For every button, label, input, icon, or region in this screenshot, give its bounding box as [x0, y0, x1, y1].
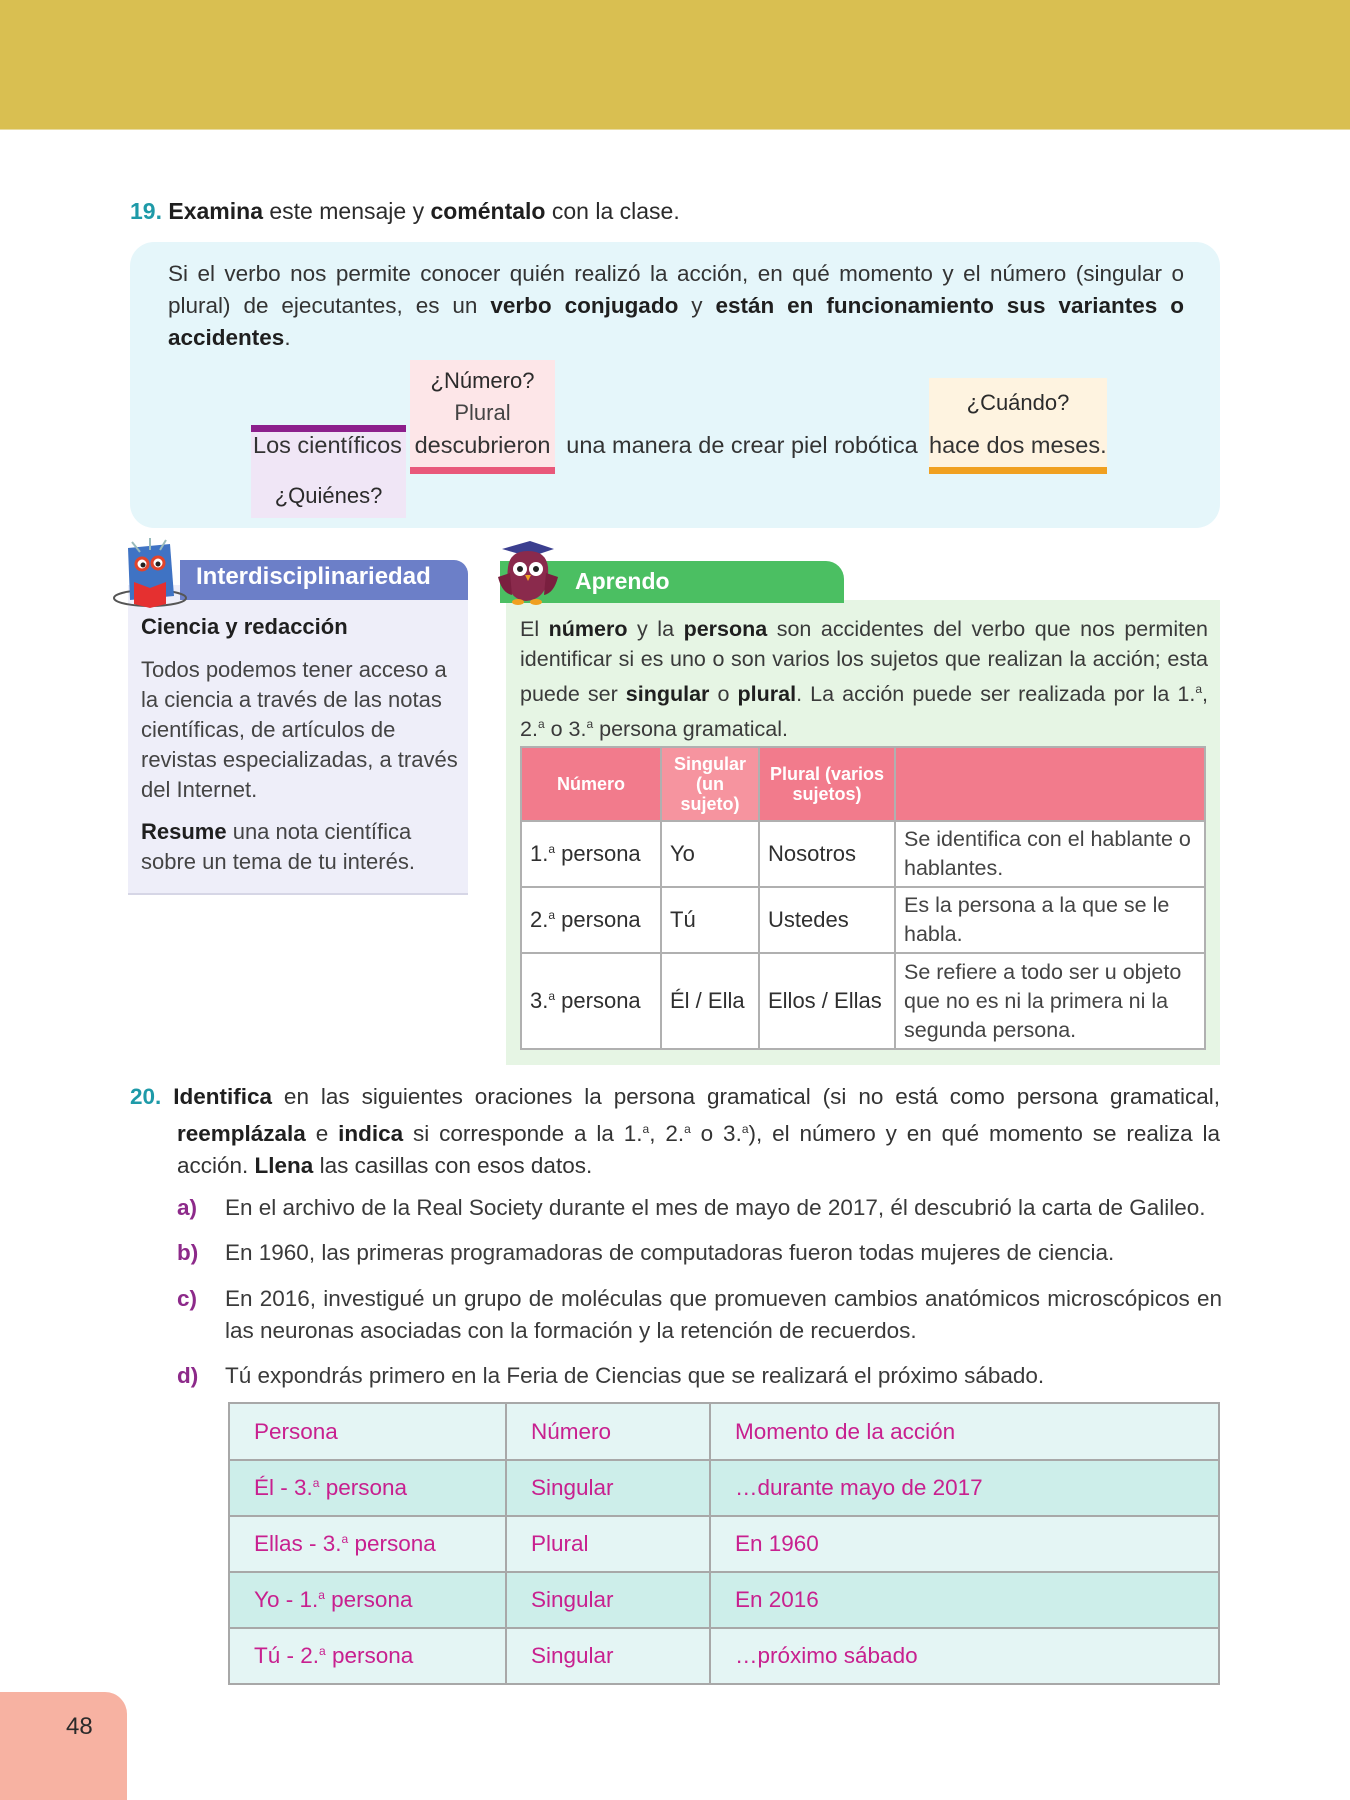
answer-persona[interactable] — [229, 1460, 506, 1516]
answer-header-row — [229, 1403, 1219, 1460]
description-cell: Se refiere a todo ser u objeto que no es ni la primera ni la segunda persona. — [895, 953, 1205, 1049]
example-sentence — [253, 432, 1107, 459]
aprendo-bold: número — [548, 617, 628, 641]
verb-examina: Examina — [168, 198, 263, 224]
persona-text: persona — [325, 1643, 414, 1668]
answer-table — [228, 1402, 1220, 1685]
message-bold: están en funcionamiento sus variantes o accidentes — [168, 293, 1184, 350]
aprendo-part: son accidentes del verbo que nos permiten identificar si es uno o son varios los sujetos que realizan la acción; esta puede ser — [520, 617, 1208, 706]
header-singular: Singular (un sujeto) — [661, 747, 759, 821]
q20-part: las casillas con esos datos. — [313, 1153, 593, 1178]
prompt-text: con la clase. — [545, 198, 680, 224]
message-part: . — [284, 325, 291, 350]
message-bold: verbo conjugado — [490, 293, 679, 318]
sentence-middle: una manera de crear piel robótica — [566, 432, 918, 458]
description-cell: Se identifica con el hablante o hablantes. — [895, 821, 1205, 887]
answer-numero[interactable]: Singular — [506, 1628, 710, 1684]
ordinal-sup: a — [642, 1122, 650, 1136]
question-20-prompt — [130, 1081, 1220, 1182]
interdisciplinariedad-body: Todos podemos tener acceso a la ciencia a través de las notas científicas, de artículos de revistas especializadas, a través del Internet. — [141, 657, 458, 802]
ordinal-sup: a — [548, 908, 556, 922]
question-number: 19. — [130, 198, 162, 224]
q20-part: si corresponde a la 1. — [403, 1121, 643, 1146]
aprendo-title: Aprendo — [575, 568, 670, 594]
answer-row — [229, 1572, 1219, 1628]
q20-bold: reemplázala — [177, 1121, 306, 1146]
message-part: y — [678, 293, 716, 318]
persona-text: persona — [324, 1587, 413, 1612]
header-plural: Plural (varios sujetos) — [759, 747, 895, 821]
item-label: b) — [177, 1240, 199, 1265]
q20-part: ), el número y en qué momento se realiza la acción. — [177, 1121, 1220, 1178]
plural-cell: Nosotros — [759, 821, 895, 887]
answer-persona[interactable] — [229, 1516, 506, 1572]
persona-text: Él - 3. — [254, 1475, 313, 1500]
ordinal-sup: a — [318, 1588, 325, 1602]
verb-comentalo: coméntalo — [430, 198, 546, 224]
ordinal-sup: a — [586, 717, 594, 731]
aprendo-bold: persona — [683, 617, 768, 641]
verb-underline — [410, 467, 555, 474]
item-label: a) — [177, 1195, 198, 1220]
plural-cell: Ellos / Ellas — [759, 953, 895, 1049]
page-number-tab — [0, 1692, 127, 1800]
message-text — [168, 258, 1184, 354]
interdisciplinariedad-subtitle: Ciencia y redacción — [141, 614, 348, 639]
aprendo-text — [520, 614, 1208, 744]
aprendo-bold: singular — [625, 682, 710, 706]
ordinal-sup: a — [548, 989, 556, 1003]
ordinal-sup: a — [1195, 682, 1203, 696]
cuando-question: ¿Cuándo? — [966, 390, 1070, 415]
sentence-subject: Los científicos — [253, 432, 402, 458]
answer-row — [229, 1460, 1219, 1516]
ordinal-sup: a — [684, 1122, 691, 1136]
answer-numero[interactable]: Singular — [506, 1572, 710, 1628]
header-description — [895, 747, 1205, 821]
persona-table — [520, 746, 1206, 1050]
message-part: Si el verbo nos permite conocer quién realizó la acción, en qué momento y el número (singular o plural) de ejecutantes, es un — [168, 261, 1184, 318]
persona-text: Ellas - 3. — [254, 1531, 342, 1556]
aprendo-part: . La acción puede ser realizada por la 1. — [796, 682, 1196, 706]
ordinal-sup: a — [741, 1122, 749, 1136]
persona-word: persona — [555, 988, 641, 1013]
persona-word: persona — [555, 907, 641, 932]
owl-mascot-icon — [494, 537, 564, 607]
book-mascot-icon — [110, 538, 190, 618]
header-persona: Persona — [229, 1403, 506, 1460]
page-number: 48 — [66, 1713, 93, 1740]
answer-numero[interactable]: Singular — [506, 1460, 710, 1516]
item-label: d) — [177, 1363, 199, 1388]
question-number: 20. — [130, 1084, 162, 1109]
table-row — [521, 821, 1205, 887]
q20-bold: Identifica — [173, 1084, 272, 1109]
persona-num: 1. — [530, 841, 549, 866]
item-text: En 2016, investigué un grupo de moléculas que promueven cambios anatómicos microscópicos en las neuronas asociadas con la formación y la retención de recuerdos. — [225, 1286, 1222, 1343]
q20-part: o 3. — [690, 1121, 742, 1146]
aprendo-part: o — [709, 682, 738, 706]
prompt-text: este mensaje y — [262, 198, 431, 224]
ordinal-sup: a — [548, 842, 556, 856]
persona-num: 2. — [530, 907, 549, 932]
persona-text: persona — [348, 1531, 436, 1556]
sentence-time: hace dos meses. — [929, 432, 1107, 458]
header-numero: Número — [506, 1403, 710, 1460]
numero-question: ¿Número? — [430, 368, 535, 393]
answer-momento[interactable]: En 2016 — [710, 1572, 1219, 1628]
time-underline — [929, 467, 1107, 474]
persona-cell — [521, 953, 661, 1049]
quienes-question: ¿Quiénes? — [274, 483, 383, 508]
persona-cell — [521, 887, 661, 953]
task-text: una nota científica sobre un tema de tu interés. — [141, 819, 415, 874]
numero-value: Plural — [454, 400, 511, 425]
singular-cell: Yo — [661, 821, 759, 887]
ordinal-sup: a — [312, 1476, 320, 1490]
persona-text: persona — [319, 1475, 408, 1500]
list-item — [177, 1192, 1222, 1224]
answer-persona[interactable] — [229, 1628, 506, 1684]
header-momento: Momento de la acción — [710, 1403, 1219, 1460]
description-cell: Es la persona a la que se le habla. — [895, 887, 1205, 953]
aprendo-part: persona gramatical. — [593, 717, 788, 741]
table-header-row — [521, 747, 1205, 821]
singular-cell: Él / Ella — [661, 953, 759, 1049]
list-item — [177, 1237, 1222, 1269]
q20-bold: Llena — [254, 1153, 314, 1178]
q20-part: , 2. — [649, 1121, 685, 1146]
singular-cell: Tú — [661, 887, 759, 953]
list-item — [177, 1360, 1222, 1392]
answer-momento[interactable]: …próximo sábado — [710, 1628, 1219, 1684]
aprendo-part: , 2. — [520, 682, 1209, 741]
item-text: Tú expondrás primero en la Feria de Ciencias que se realizará el próximo sábado. — [225, 1363, 1045, 1388]
plural-cell: Ustedes — [759, 887, 895, 953]
table-row — [521, 953, 1205, 1049]
item-text: En 1960, las primeras programadoras de computadoras fueron todas mujeres de ciencia. — [225, 1240, 1115, 1265]
interdisciplinariedad-task — [141, 817, 461, 877]
interdisciplinariedad-title: Interdisciplinariedad — [196, 563, 431, 590]
item-text: En el archivo de la Real Society durante el mes de mayo de 2017, él descubrió la carta de Galileo. — [225, 1195, 1206, 1220]
answer-momento[interactable]: …durante mayo de 2017 — [710, 1460, 1219, 1516]
table-row — [521, 887, 1205, 953]
subject-underline — [251, 425, 406, 432]
answer-persona[interactable] — [229, 1572, 506, 1628]
persona-text: Yo - 1. — [254, 1587, 319, 1612]
answer-row — [229, 1628, 1219, 1684]
ordinal-sup: a — [341, 1532, 349, 1546]
persona-word: persona — [555, 841, 641, 866]
answer-row — [229, 1516, 1219, 1572]
persona-text: Tú - 2. — [254, 1643, 320, 1668]
list-item — [177, 1283, 1222, 1347]
question-19-prompt — [130, 198, 680, 225]
aprendo-part: y la — [627, 617, 684, 641]
header-numero: Número — [521, 747, 661, 821]
aprendo-part: o 3. — [544, 717, 587, 741]
ordinal-sup: a — [537, 717, 545, 731]
sentence-verb: descubrieron — [414, 432, 551, 458]
item-label: c) — [177, 1286, 198, 1311]
header-band — [0, 0, 1350, 130]
task-verb: Resume — [141, 819, 227, 844]
answer-numero[interactable]: Plural — [506, 1516, 710, 1572]
persona-num: 3. — [530, 988, 549, 1013]
aprendo-bold: plural — [737, 682, 797, 706]
question-20-text — [130, 1081, 1220, 1182]
q20-part: e — [305, 1121, 339, 1146]
q20-part: en las siguientes oraciones la persona gramatical (si no está como persona gramatical, — [272, 1084, 1220, 1109]
q20-bold: indica — [338, 1121, 404, 1146]
persona-cell — [521, 821, 661, 887]
aprendo-part: El — [520, 617, 549, 641]
ordinal-sup: a — [319, 1644, 326, 1658]
answer-momento[interactable]: En 1960 — [710, 1516, 1219, 1572]
